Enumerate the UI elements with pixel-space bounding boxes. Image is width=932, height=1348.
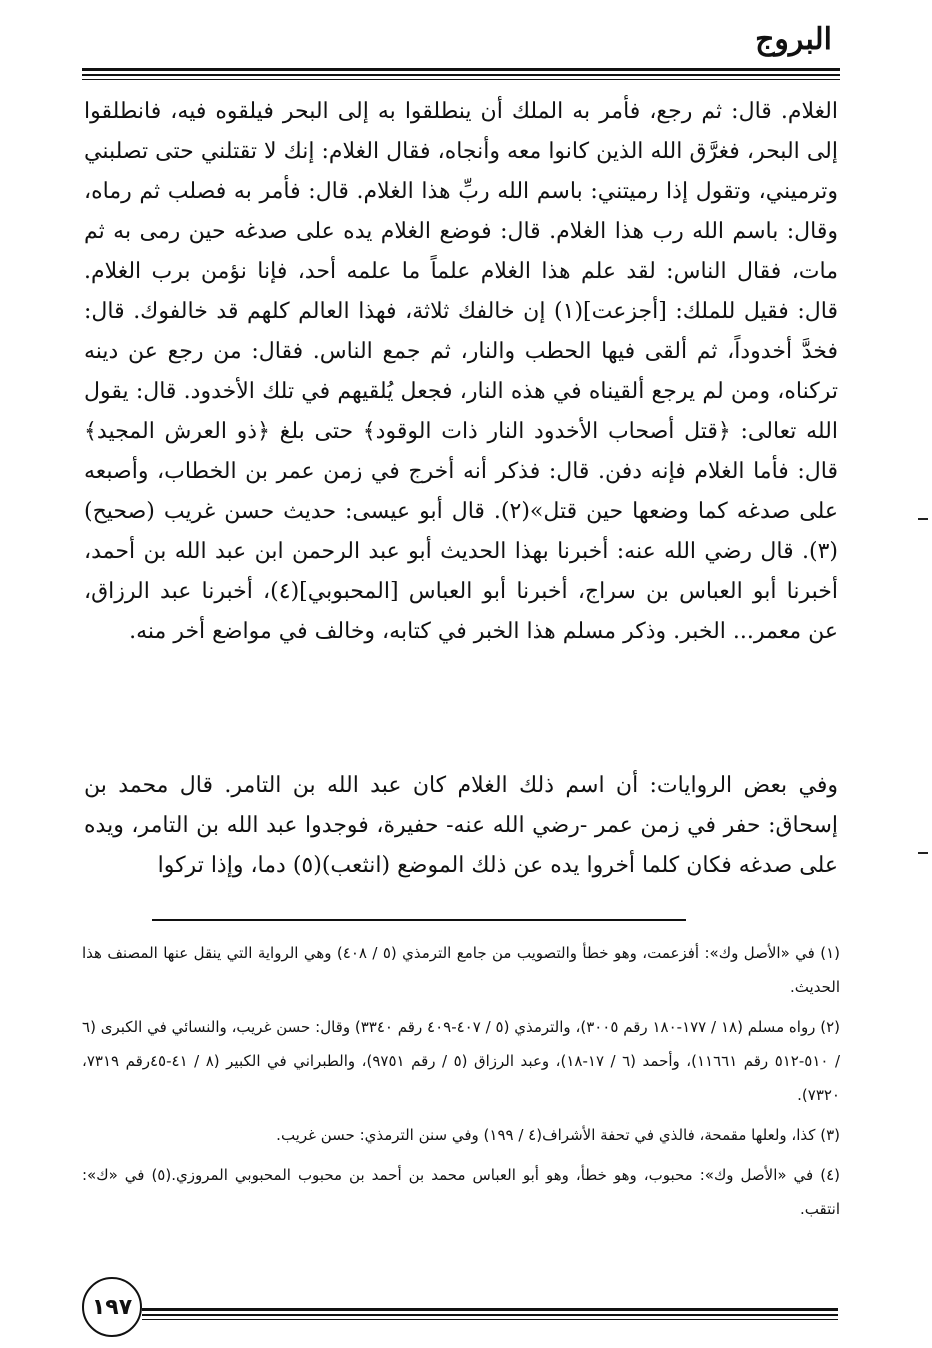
header-rule-bottom bbox=[82, 79, 840, 80]
margin-mark bbox=[918, 518, 928, 520]
footnote-2: (٢) رواه مسلم (١٨ / ١٧٧-١٨٠ رقم ٣٠٠٥)، والترمذي (٥ / ٤٠٧-٤٠٩ رقم ٣٣٤٠) وقال: حسن غريب، والنسائي في الكبرى (٦ / ٥١٠-٥١٢ رقم ١١٦٦١)، وأحمد (٦ / ١٧-١٨)، وعبد الرزاق (٥ / رقم ٩٧٥١)، والطبراني في الكبير (٨ / ٤١-٤٥رقم ٧٣١٩، ٧٣٢٠). bbox=[82, 1018, 841, 1104]
footnote-1: (١) في «الأصل وك»: أفزعمت، وهو خطأ والتصويب من جامع الترمذي (٥ / ٤٠٨) وهي الرواية التي ينقل عنها المصنف هذا الحديث. bbox=[82, 944, 840, 996]
footer-rule-line-1 bbox=[142, 1308, 838, 1311]
body-paragraph-2 bbox=[84, 766, 838, 886]
page-number: ١٩٧ bbox=[91, 1294, 133, 1320]
header-rule-top bbox=[82, 68, 840, 71]
text-underline bbox=[152, 919, 686, 921]
paragraph-text: وفي بعض الروايات: أن اسم ذلك الغلام كان عبد الله بن التامر. قال محمد بن إسحاق: حفر في زمن عمر -رضي الله عنه- حفيرة، فوجدوا عبد الله بن التامر، ويده على صدغه فكان كلما أخروا يده عن ذلك الموضع (انثعب)(٥) دما، وإذا تركوا bbox=[84, 773, 838, 878]
paragraph-text: الغلام. قال: ثم رجع، فأمر به الملك أن ينطلقوا به إلى البحر فيلقوه فيه، فانطلقوا إلى البحر، فغرَّق الله الذين كانوا معه وأنجاه، فقال الغلام: إنك لا تقتلني حتى تصلبني وترميني، وتقول إذا رميتني: باسم الله ربِّ هذا الغلام. قال: فأمر به فصلب ثم رماه، وقال: باسم الله رب هذا الغلام. قال: فوضع الغلام يده على صدغه حين رمى به ثم مات، فقال الناس: لقد علم هذا الغلام علماً ما علمه أحد، فإنا نؤمن برب الغلام. قال: فقيل للملك: [أجزعت](١) إن خالفك ثلاثة، فهذا العالم كلهم قد خالفوك. قال: فخدَّ أخدوداً، ثم ألقى فيها الحطب والنار، ثم جمع الناس. فقال: من رجع عن دينه تركناه، ومن لم يرجع ألقيناه في هذه النار، فجعل يُلقيهم في تلك الأخدود. قال: يقول الله تعالى: ﴿قتل أصحاب الأخدود النار ذات الوقود﴾ حتى بلغ ﴿ذو العرش المجيد﴾ قال: فأما الغلام فإنه دفن. قال: فذكر أنه أخرج في زمن عمر بن الخطاب، وأصبعه على صدغه كما وضعها حين قتل»(٢). قال أبو عيسى: حديث حسن غريب (صحيح)(٣). قال رضي الله عنه: أخبرنا بهذا الحديث أبو عبد الرحمن ابن عبد الله بن أحمد، أخبرنا أبو العباس بن سراج، أخبرنا أبو العباس [المحبوبي](٤)، أخبرنا عبد الرزاق، عن معمر... الخبر. وذكر مسلم هذا الخبر في كتابه، وخالف في مواضع أخر منه. bbox=[84, 99, 839, 644]
header-rule-mid bbox=[82, 74, 840, 76]
body-paragraph-1 bbox=[84, 92, 838, 652]
footer-rule-line-2 bbox=[142, 1314, 838, 1316]
page-title: البروج bbox=[755, 22, 832, 57]
footer-rule-line-3 bbox=[142, 1319, 838, 1320]
footnote-4: (٤) في «الأصل وك»: محبوب، وهو خطأ، وهو أبو العباس محمد بن أحمد بن محبوب المحبوبي المروزي.(٥) في «ك»: انتقب. bbox=[82, 1166, 840, 1218]
footnotes-section bbox=[82, 936, 840, 1232]
margin-mark bbox=[918, 852, 928, 854]
footnote-3: (٣) كذا، ولعلها مقمحة، فالذي في تحفة الأشراف(٤ / ١٩٩) وفي سنن الترمذي: حسن غريب. bbox=[276, 1126, 840, 1144]
page-number-badge bbox=[82, 1277, 142, 1337]
